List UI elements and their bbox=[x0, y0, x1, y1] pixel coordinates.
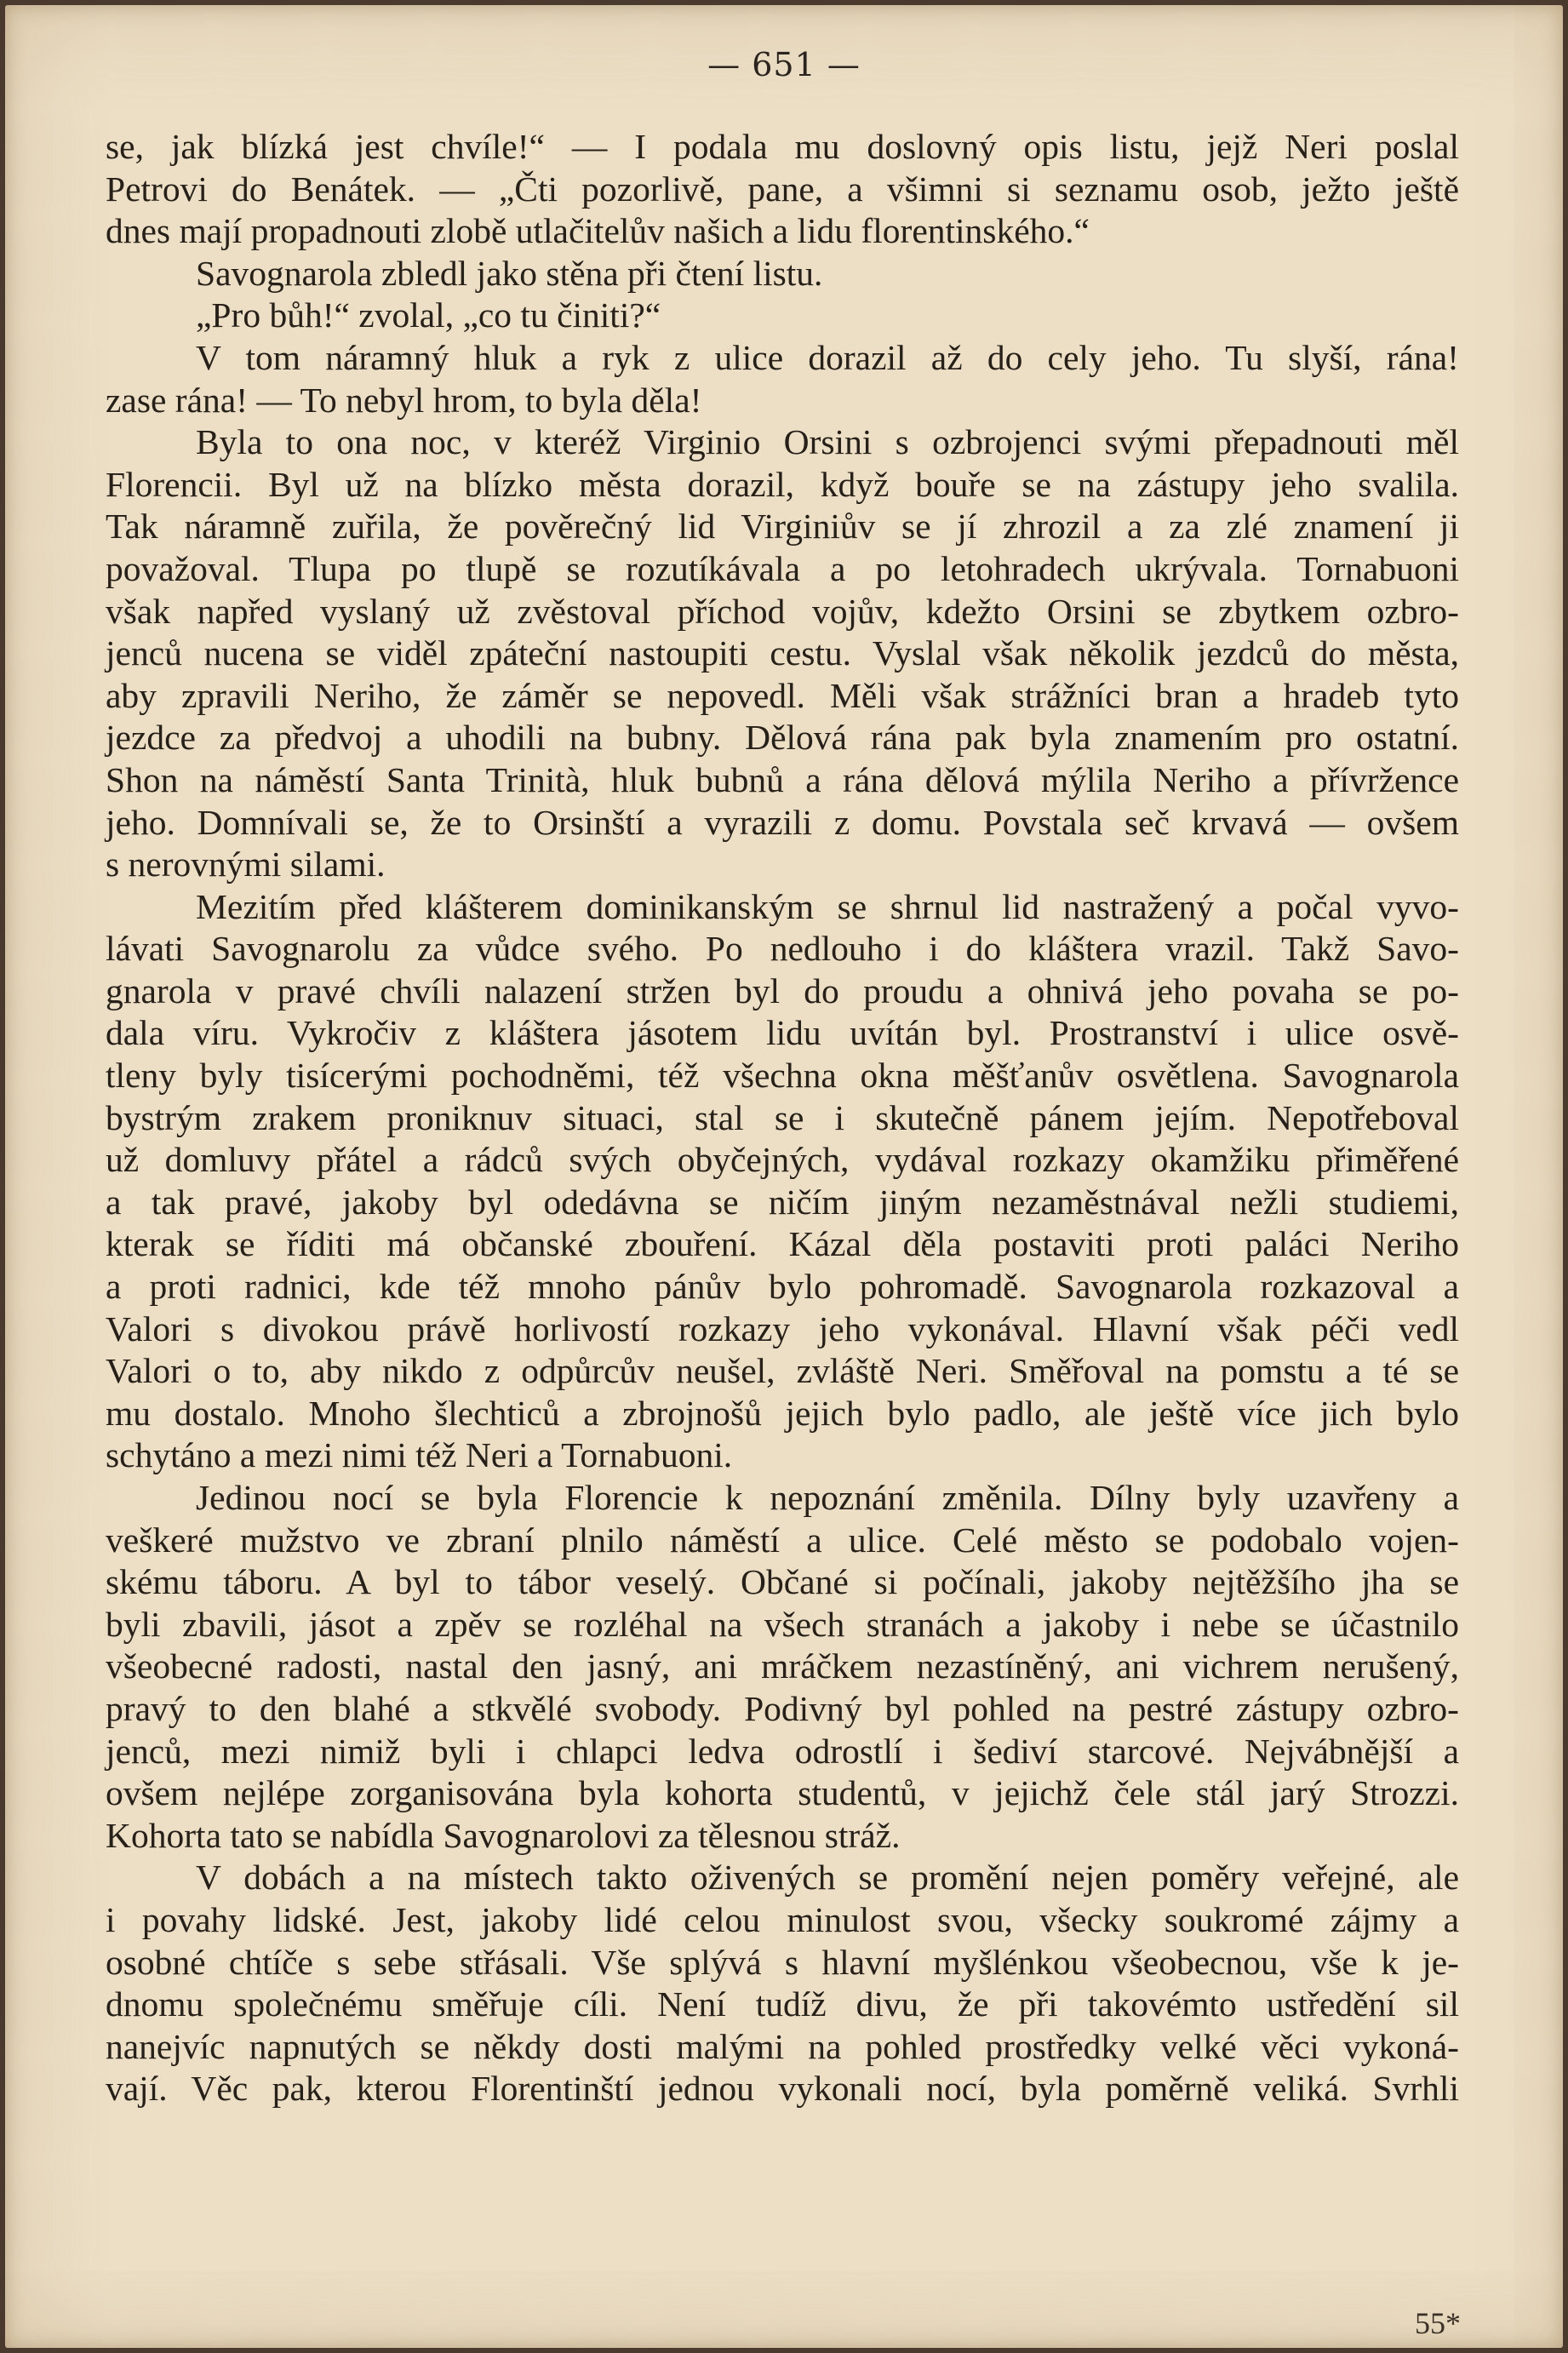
text-line: V dobách a na místech takto oživených se promění nejen poměry veřejné, ale bbox=[196, 1858, 1459, 1898]
paragraph bbox=[106, 886, 1459, 1477]
paragraph bbox=[106, 295, 1459, 337]
text-line: a tak pravé, jakoby byl odedávna se ničím jiným nezaměstnával nežli studiemi, bbox=[106, 1182, 1459, 1222]
text-line: dnomu společnému směřuje cíli. Není tudíž divu, že při takovémto ustředění sil bbox=[106, 1984, 1459, 2024]
text-line: Valori s divokou právě horlivostí rozkazy jeho vykonával. Hlavní však péči vedl bbox=[106, 1308, 1459, 1348]
text-line: všeobecné radosti, nastal den jasný, ani mráčkem nezastíněný, ani vichrem nerušený, bbox=[106, 1646, 1459, 1686]
text-line: s nerovnými silami. bbox=[106, 844, 386, 885]
text-line: ovšem nejlépe zorganisována byla kohorta studentů, v jejichž čele stál jarý Strozzi. bbox=[106, 1773, 1459, 1813]
text-line: jezdce za předvoj a uhodili na bubny. Dělová rána pak byla znamením pro ostatní. bbox=[106, 718, 1459, 758]
text-line: Byla to ona noc, v kteréž Virginio Orsini s ozbrojenci svými přepadnouti měl bbox=[196, 422, 1459, 462]
body-text bbox=[106, 126, 1459, 2110]
page-number: — 651 — bbox=[707, 46, 861, 83]
text-line: V tom náramný hluk a ryk z ulice dorazil až do cely jeho. Tu slyší, rána! bbox=[196, 337, 1459, 377]
text-line: pravý to den blahé a stkvělé svobody. Podivný byl pohled na pestré zástupy ozbro- bbox=[106, 1688, 1459, 1728]
paragraph bbox=[106, 253, 1459, 295]
text-line: lávati Savognarolu za vůdce svého. Po nedlouho i do kláštera vrazil. Takž Savo- bbox=[106, 929, 1459, 969]
text-line: Tak náramně zuřila, že pověrečný lid Virginiův se jí zhrozil a za zlé znamení ji bbox=[106, 507, 1459, 547]
text-line: se, jak blízká jest chvíle!“ — I podala mu doslovný opis listu, jejž Neri poslal bbox=[106, 127, 1459, 166]
signature-mark: 55* bbox=[1415, 2306, 1461, 2340]
text-line: a proti radnici, kde též mnoho pánův bylo pohromadě. Savognarola rozkazoval a bbox=[106, 1267, 1459, 1307]
paragraph bbox=[106, 126, 1459, 253]
text-line: schytáno a mezi nimi též Neri a Tornabuoni. bbox=[106, 1435, 733, 1475]
text-line: Petrovi do Benátek. — „Čti pozorlivě, pane, a všimni si seznamu osob, ježto ještě bbox=[106, 169, 1459, 209]
text-line: Valori o to, aby nikdo z odpůrcův neušel, zvláště Neri. Směřoval na pomstu a té se bbox=[106, 1351, 1459, 1391]
text-line: aby zpravili Neriho, že záměr se nepovedl. Měli však strážníci bran a hradeb tyto bbox=[106, 675, 1459, 715]
text-line: už domluvy přátel a rádců svých obyčejných, vydával rozkazy okamžiku přiměřené bbox=[106, 1140, 1459, 1180]
text-line: Jedinou nocí se byla Florencie k nepoznání změnila. Dílny byly uzavřeny a bbox=[196, 1478, 1459, 1517]
paragraph bbox=[106, 1477, 1459, 1857]
text-line: veškeré mužstvo ve zbraní plnilo náměstí a ulice. Celé město se podobalo vojen- bbox=[106, 1520, 1459, 1560]
text-line: skému táboru. A byl to tábor veselý. Občané si počínali, jakoby nejtěžšího jha se bbox=[106, 1562, 1459, 1602]
text-line: i povahy lidské. Jest, jakoby lidé celou minulost svou, všecky soukromé zájmy a bbox=[106, 1899, 1459, 1939]
text-line: bystrým zrakem proniknuv situaci, stal se i skutečně pánem jejím. Nepotřeboval bbox=[106, 1097, 1459, 1137]
text-line: zase rána! — To nebyl hrom, to byla děla! bbox=[106, 380, 702, 420]
text-line: vají. Věc pak, kterou Florentinští jednou vykonali nocí, byla poměrně veliká. Svrhli bbox=[106, 2069, 1459, 2109]
text-line: Mezitím před klášterem dominikanským se shrnul lid nastražený a počal vyvo- bbox=[196, 886, 1459, 926]
text-line: nanejvíc napnutých se někdy dosti malými na pohled prostředky velké věci vykoná- bbox=[106, 2026, 1459, 2066]
text-line: kterak se říditi má občanské zbouření. Kázal děla postaviti proti paláci Neriho bbox=[106, 1224, 1459, 1264]
text-line: dala víru. Vykročiv z kláštera jásotem lidu uvítán byl. Prostranství i ulice osvě- bbox=[106, 1013, 1459, 1053]
text-line: dnes mají propadnouti zlobě utlačitelův našich a lidu florentinského.“ bbox=[106, 211, 1090, 251]
text-line: jeho. Domnívali se, že to Orsinští a vyrazili z domu. Povstala seč krvavá — ovšem bbox=[106, 802, 1459, 842]
paragraph bbox=[106, 337, 1459, 421]
text-line: mu dostalo. Mnoho šlechticů a zbrojnošů jejich bylo padlo, ale ještě více jich bylo bbox=[106, 1393, 1459, 1433]
text-line: Kohorta tato se nabídla Savognarolovi za tělesnou stráž. bbox=[106, 1815, 901, 1855]
text-line: Savognarola zbledl jako stěna při čtení listu. bbox=[196, 253, 823, 293]
text-line: Florencii. Byl už na blízko města dorazil, když bouře se na zástupy jeho svalila. bbox=[106, 464, 1459, 504]
text-line: gnarola v pravé chvíli nalazení stržen byl do proudu a ohnivá jeho povaha se po- bbox=[106, 970, 1459, 1010]
text-line: považoval. Tlupa po tlupě se rozutíkávala a po letohradech ukrývala. Tornabuoni bbox=[106, 548, 1459, 588]
paragraph bbox=[106, 421, 1459, 886]
text-line: jenců, mezi nimiž byli i chlapci ledva odrostlí i šediví starcové. Nejvábnější a bbox=[106, 1731, 1459, 1771]
text-line: byli zbavili, jásot a zpěv se rozléhal na všech stranách a jakoby i nebe se účastnilo bbox=[106, 1604, 1459, 1644]
text-line: však napřed vyslaný už zvěstoval příchod vojův, kdežto Orsini se zbytkem ozbro- bbox=[106, 591, 1459, 631]
text-line: jenců nucena se viděl zpáteční nastoupiti cestu. Vyslal však několik jezdců do města, bbox=[106, 633, 1459, 673]
text-line: tleny byly tisícerými pochodněmi, též všechna okna měšťanův osvětlena. Savognarola bbox=[106, 1056, 1459, 1096]
paragraph bbox=[106, 1857, 1459, 2110]
book-page bbox=[5, 5, 1563, 2348]
text-line: Shon na náměstí Santa Trinità, hluk bubnů a rána dělová mýlila Neriho a přívržence bbox=[106, 759, 1459, 799]
text-line: „Pro bůh!“ zvolal, „co tu činiti?“ bbox=[196, 295, 661, 335]
text-line: osobné chtíče s sebe střásali. Vše splývá s hlavní myšlénkou všeobecnou, vše k je- bbox=[106, 1942, 1459, 1982]
